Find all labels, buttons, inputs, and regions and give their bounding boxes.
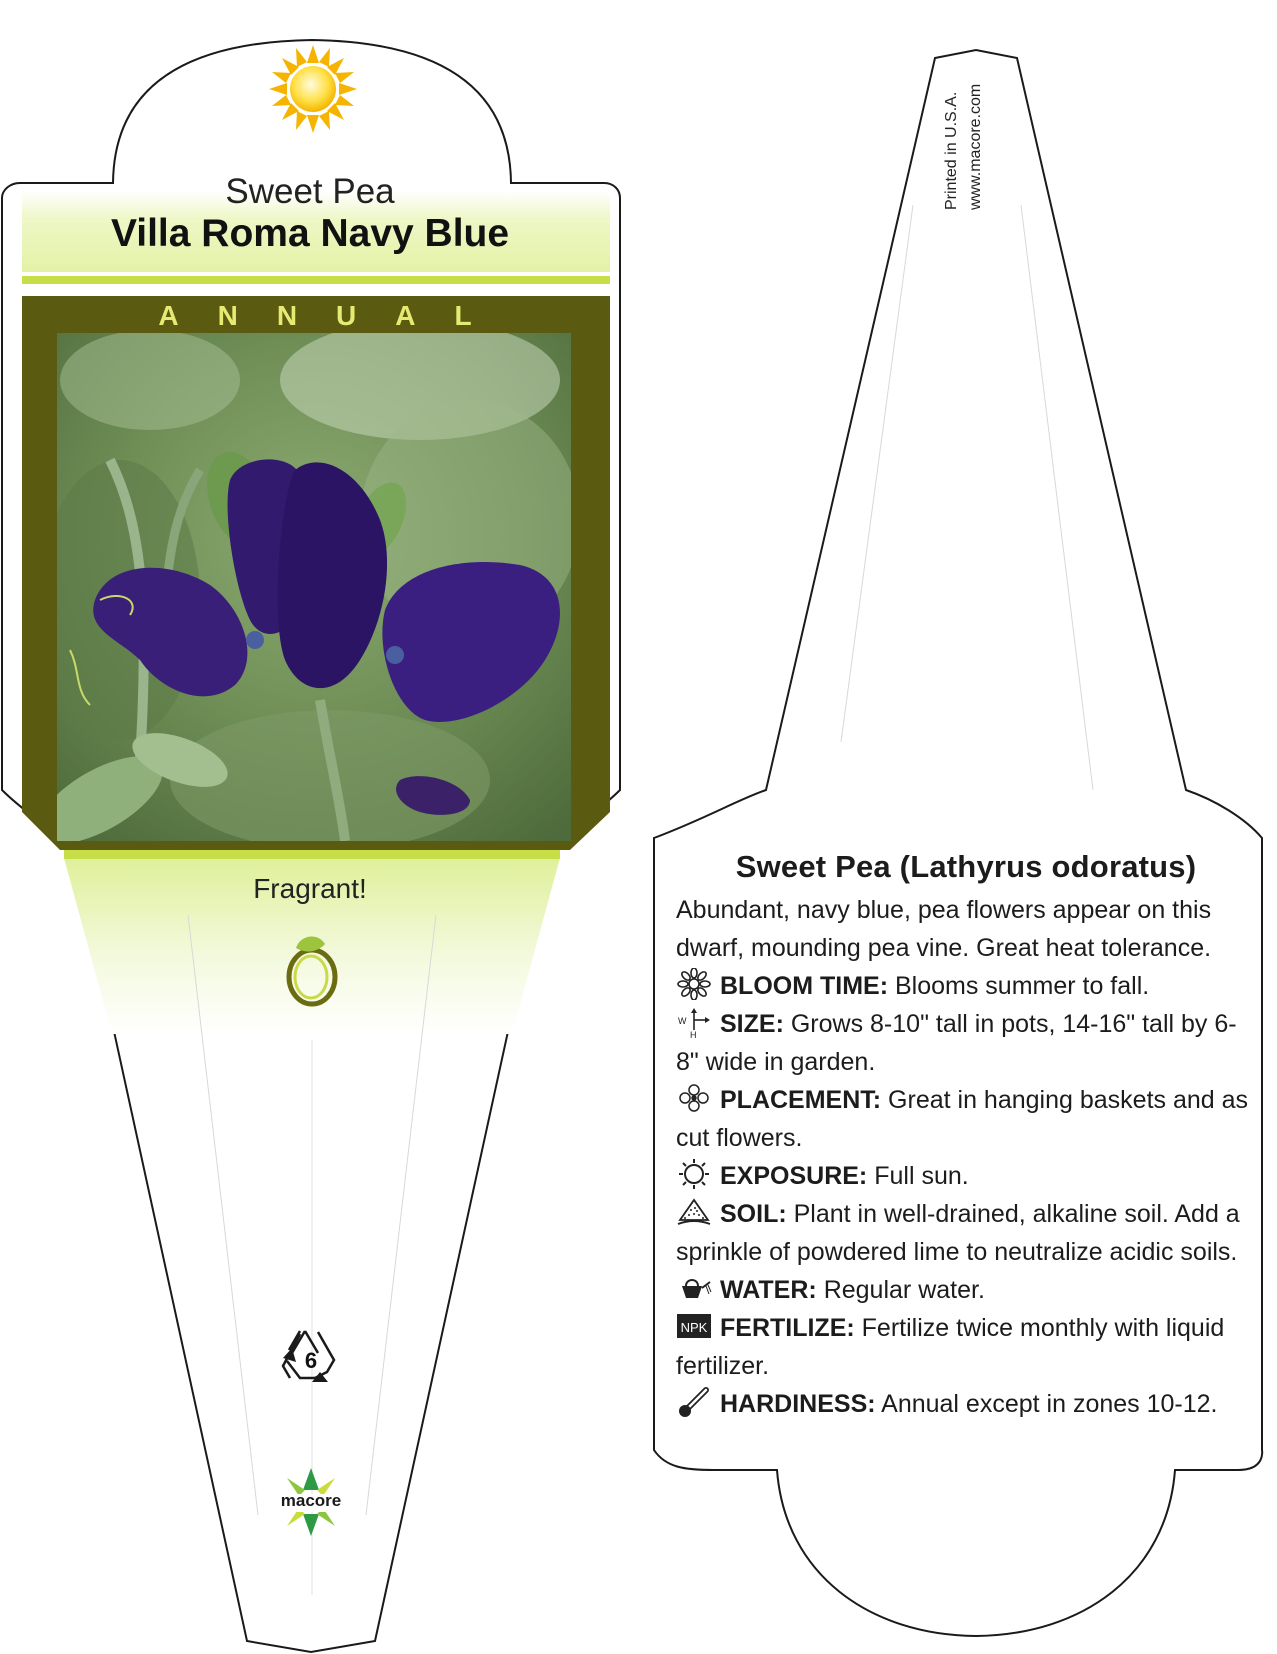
watering-can-icon — [676, 1272, 712, 1304]
water-label: WATER: — [720, 1276, 817, 1304]
size-row — [676, 1005, 1256, 1081]
hardiness-text: Annual except in zones 10-12. — [875, 1390, 1218, 1418]
printed-in-label: Printed in U.S.A. — [943, 91, 960, 210]
soil-label: SOIL: — [720, 1200, 787, 1228]
size-label: SIZE: — [720, 1010, 784, 1038]
npk-icon — [676, 1310, 712, 1342]
exposure-text: Full sun. — [867, 1162, 969, 1190]
bloom-time-row — [676, 967, 1256, 1005]
exposure-row — [676, 1157, 1256, 1195]
soil-text: Plant in well-drained, alkaline soil. Add a sprinkle of powdered lime to neutralize acidic soils. — [676, 1200, 1240, 1266]
soil-icon — [676, 1196, 712, 1228]
soil-row — [676, 1195, 1256, 1271]
size-icon — [676, 1006, 712, 1038]
bloom-time-text: Blooms summer to fall. — [888, 972, 1150, 1000]
sun-icon — [269, 45, 357, 133]
title-common-name: Sweet Pea — [225, 172, 395, 211]
flower-icon — [676, 968, 712, 1000]
website-label: www.macore.com — [967, 83, 984, 210]
water-text: Regular water. — [816, 1276, 985, 1304]
print-info — [943, 52, 1003, 212]
placement-icon — [676, 1082, 712, 1114]
care-info — [676, 849, 1256, 1423]
hardiness-label: HARDINESS: — [720, 1390, 876, 1418]
bloom-time-label: BLOOM TIME: — [720, 972, 889, 1000]
hardiness-row — [676, 1385, 1256, 1423]
description: Abundant, navy blue, pea flowers appear on this dwarf, mounding pea vine. Great heat tolerance. — [676, 896, 1212, 962]
size-text: Grows 8-10" tall in pots, 14-16" tall by 6-8" wide in garden. — [676, 1010, 1237, 1076]
flower-photo — [24, 320, 580, 861]
placement-text: Great in hanging baskets and as cut flowers. — [676, 1086, 1249, 1152]
species-heading: Sweet Pea (Lathyrus odoratus) — [735, 849, 1197, 884]
title-variety: Villa Roma Navy Blue — [110, 212, 510, 255]
placement-label: PLACEMENT: — [720, 1086, 882, 1114]
feature-label: Fragrant! — [253, 873, 367, 904]
thermometer-icon — [676, 1386, 712, 1418]
svg-text:H: H — [690, 1030, 697, 1038]
exposure-label: EXPOSURE: — [720, 1162, 868, 1190]
npk-text: NPK — [680, 1320, 708, 1335]
fertilize-text: Fertilize twice monthly with liquid fertilizer. — [676, 1314, 1225, 1380]
placement-row — [676, 1081, 1256, 1157]
water-row — [676, 1271, 1256, 1309]
brand-name: macore — [280, 1491, 342, 1510]
recycle-number: 6 — [304, 1348, 318, 1373]
category-label: ANNUAL — [158, 300, 511, 331]
fertilize-label: FERTILIZE: — [720, 1314, 855, 1342]
svg-text:W: W — [678, 1016, 687, 1026]
sun-outline-icon — [676, 1158, 712, 1190]
fertilize-row — [676, 1309, 1256, 1385]
